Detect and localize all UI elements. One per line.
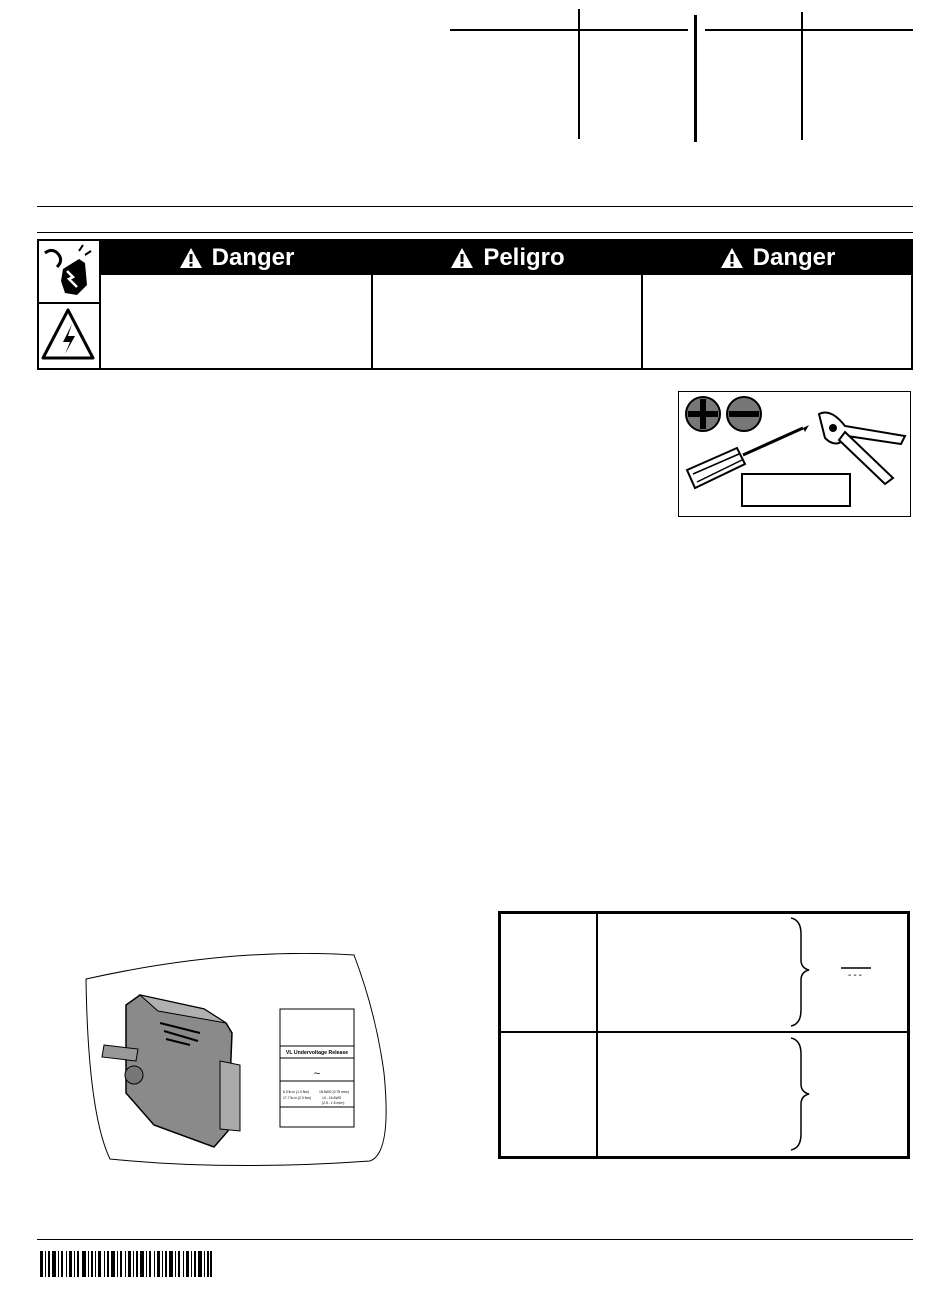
electric-shock-hand-icon [39, 241, 99, 304]
phillips-head-icon [686, 397, 720, 431]
danger-heading-fr [643, 241, 911, 275]
label-title: VL Undervoltage Release [285, 1050, 349, 1056]
danger-column-es [373, 241, 643, 368]
warning-triangle-icon [449, 246, 475, 270]
danger-heading-text: Danger [211, 244, 295, 271]
label-ac-symbol: ~ [313, 1068, 321, 1080]
warning-triangle-icon [178, 246, 204, 270]
footer-rule [37, 1239, 913, 1240]
hazard-icon-column [39, 241, 101, 368]
product-label-card [280, 1009, 354, 1127]
header-rule-right [705, 29, 913, 31]
label-torque-1: 6.0 lb-in (1.0 Nm) [283, 1090, 310, 1094]
warning-triangle-icon [719, 246, 745, 270]
label-wire-3: (2.5 - 1.5 mm²) [322, 1101, 345, 1105]
voltage-rating-table [498, 911, 910, 1159]
danger-heading-text: Peligro [483, 244, 565, 271]
danger-banner [37, 239, 913, 370]
tool-label-frame [742, 474, 850, 506]
label-wire-1: 18 AWG (0.75 mm²) [319, 1090, 350, 1094]
danger-column-en [101, 241, 373, 368]
danger-heading-en [101, 241, 371, 275]
danger-column-fr [643, 241, 911, 368]
flat-head-icon [727, 397, 761, 431]
header-divider-1 [578, 9, 580, 139]
header-divider-3 [801, 12, 803, 140]
section-rule-top [37, 206, 913, 207]
brace-top [791, 918, 809, 1026]
section-rule-bottom [37, 232, 913, 233]
brace-bottom [791, 1038, 809, 1150]
high-voltage-triangle-icon [39, 304, 99, 367]
label-wire-2: 14 - 16 AWG [322, 1096, 342, 1100]
product-illustration [80, 953, 388, 1167]
danger-heading-es [373, 241, 641, 275]
dc-symbol-dashes: --- [848, 970, 864, 981]
header-divider-2 [694, 15, 697, 142]
tools-required-box [678, 391, 911, 517]
header-rule-left [450, 29, 688, 31]
danger-heading-text: Danger [752, 244, 836, 271]
dc-symbol [841, 968, 871, 981]
label-torque-2: 17.7 lb-in (2.0 Nm) [283, 1096, 312, 1100]
barcode [40, 1251, 212, 1277]
